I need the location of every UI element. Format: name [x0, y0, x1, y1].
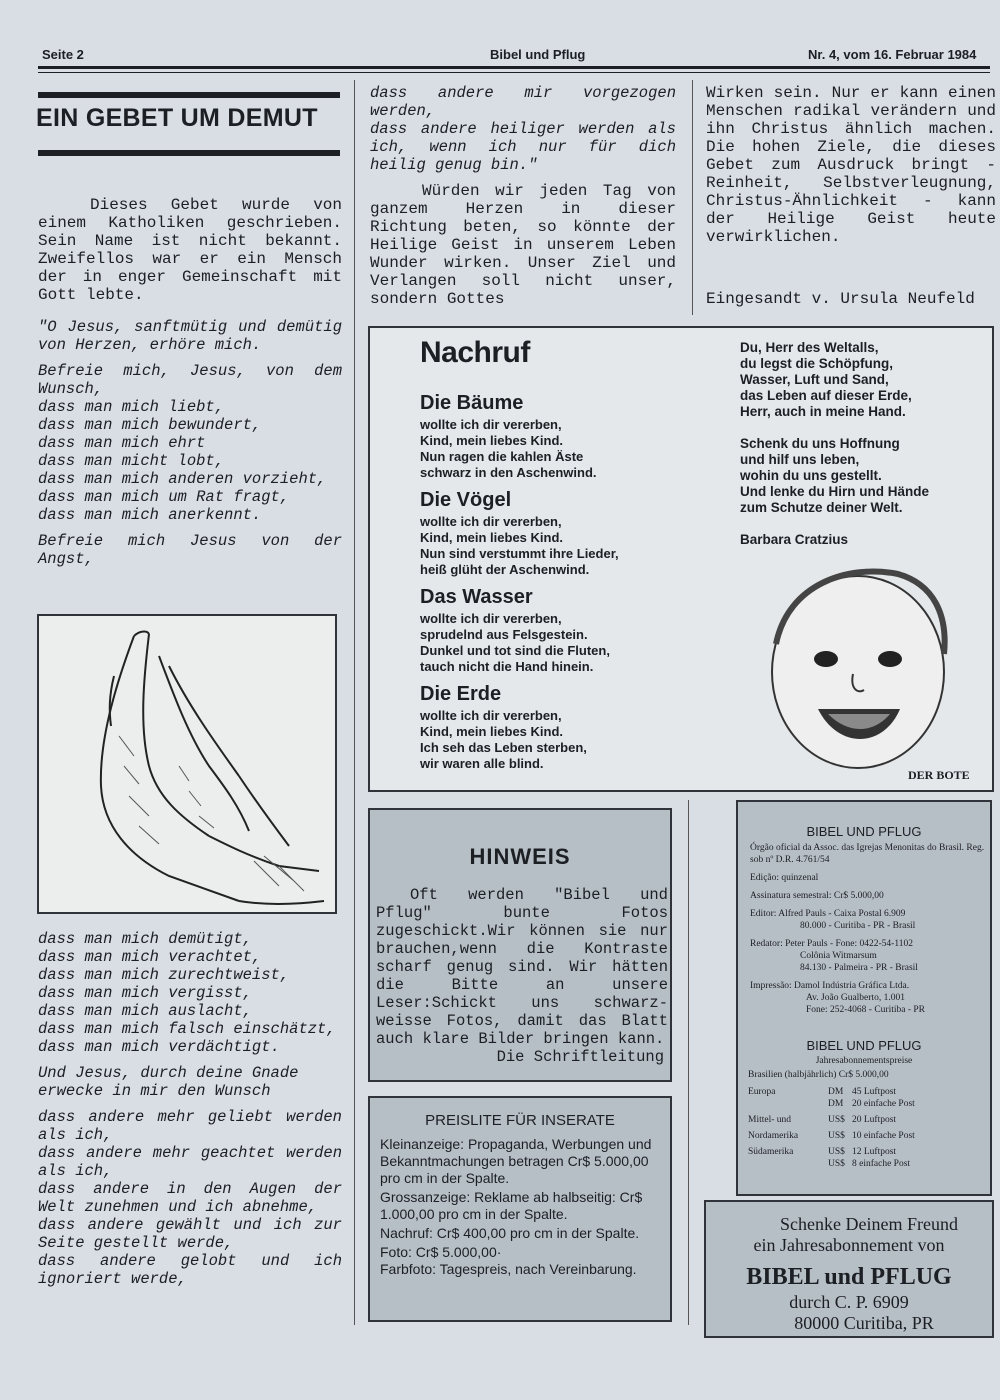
preisliste-title: PREISLITE FÜR INSERATE — [425, 1112, 615, 1129]
price-item: Farbfoto: Tagespreis, nach Vereinbarung. — [380, 1261, 637, 1277]
stanza-line: Kind, mein liebes Kind. — [420, 433, 564, 448]
prayer-line: Und Jesus, durch deine Gnade erwecke in mir den Wunsch — [38, 1064, 299, 1100]
abo-val: 45 Luftpost — [852, 1087, 897, 1097]
header-rule — [38, 66, 990, 69]
abo-row — [748, 1130, 988, 1142]
abo-row — [748, 1146, 988, 1170]
col3-paragraph: Wirken sein. Nur er kann einen Menschen radikal verändern und ihn Christus ähnlich machen. Die hohen Ziele, die dieses Gebet zum Ausdruck bringt - Reinheit, Selbstverleugnung, Christus-Ähnlichkeit - kann der Heilige Geist heute verwirklichen. — [706, 84, 996, 246]
stanza-line: wollte ich dir vererben, — [420, 708, 562, 723]
impressum-title: BIBEL UND PFLUG — [806, 824, 922, 839]
impressum-redator: Colônia Witmarsum — [800, 951, 877, 961]
impressum-editor: Editor: Alfred Pauls - Caixa Postal 6.909 — [750, 909, 906, 919]
header-rule-thin — [38, 72, 990, 73]
poem-line: zum Schutze deiner Welt. — [740, 500, 903, 515]
abo-cur: US$ — [828, 1147, 845, 1157]
col2-paragraph: Würden wir jeden Tag von ganzem Herzen in dieser Richtung beten, so könnte der Heilige Geist in unserem Leben Wunder wirken. Unser Ziel und Verlangen soll nicht unser, sondern Gottes — [370, 182, 676, 308]
prayer-line: dass man mich liebt, — [38, 398, 225, 416]
impressum-box — [736, 800, 992, 1196]
abo-line: Schenke Deinem Freund — [780, 1214, 958, 1234]
stanza-line: sprudelnd aus Felsgestein. — [420, 627, 588, 642]
abo-subtitle: Jahresabonnementspreise — [815, 1056, 913, 1066]
prayer-line: dass andere heiliger werden als ich, wenn ich nur für dich heilig genug bin." — [370, 120, 676, 174]
stanza-line: heiß glüht der Aschenwind. — [420, 562, 590, 577]
column-divider — [692, 80, 693, 315]
abo-line: BIBEL und PFLUG — [746, 1264, 952, 1290]
stanza-heading: Die Erde — [420, 683, 502, 705]
impressum-details — [750, 842, 986, 1016]
stanza-line: Nun sind verstummt ihre Lieder, — [420, 546, 619, 561]
prayer-line: dass man mich um Rat fragt, — [38, 488, 290, 506]
abo-region: Europa — [748, 1087, 776, 1097]
stanza-line: Kind, mein liebes Kind. — [420, 724, 564, 739]
price-item: Nachruf: Cr$ 400,00 pro cm in der Spalte. — [380, 1225, 640, 1241]
stanza-line: wollte ich dir vererben, — [420, 514, 562, 529]
impressum-redator: 84.130 - Palmeira - PR - Brasil — [800, 963, 918, 973]
abo-val: 12 Luftpost — [852, 1147, 897, 1157]
impressum-editor: 80.000 - Curitiba - PR - Brasil — [800, 921, 916, 931]
prayer-end — [370, 84, 676, 174]
issue-date: Nr. 4, vom 16. Februar 1984 — [808, 47, 977, 62]
prayer-line: dass andere gelobt und ich ignoriert werde, — [38, 1252, 342, 1288]
prayer-line: dass man mich zurechtweist, — [38, 966, 290, 984]
abo-title: BIBEL UND PFLUG — [806, 1038, 922, 1053]
right-poem — [740, 340, 980, 548]
abo-cur: US$ — [828, 1159, 845, 1169]
stanza-line: wollte ich dir vererben, — [420, 611, 562, 626]
prayer-line: dass man mich anderen vorzieht, — [38, 470, 327, 488]
article-title: EIN GEBET UM DEMUT — [36, 104, 318, 132]
abo-line: durch C. P. 6909 — [789, 1292, 909, 1312]
impressum-impressao: Impressão: Damol Indústria Gráfica Ltda. — [750, 981, 910, 991]
page-number: Seite 2 — [42, 47, 84, 62]
stanza-line: wir waren alle blind. — [420, 756, 544, 771]
prayer-line: dass man mich anerkennt. — [38, 506, 262, 524]
prayer-line: dass andere mir vorgezogen werden, — [370, 84, 676, 120]
abo-val: 8 einfache Post — [852, 1159, 911, 1169]
stanza-line: tauch nicht die Hand hinein. — [420, 659, 594, 674]
prayer-line: dass man mich verachtet, — [38, 948, 262, 966]
nachruf-stanzas — [420, 384, 740, 772]
hinweis-text: Oft werden "Bibel und Pflug" bunte Fotos zugeschickt.Wir können sie nur brauchen,wenn die Kontraste scharf genug sind. Wir hätten die Bitte an unsere Leser:Schickt uns schwarz-weisse Fotos, damit das Blatt auch klare Bilder bringen kann. — [376, 886, 668, 1048]
impressum-edicao: Edição: quinzenal — [750, 873, 819, 883]
poem-author: Barbara Cratzius — [740, 532, 849, 547]
intro-paragraph: Dieses Gebet wurde von einem Katholiken geschrieben. Sein Name ist nicht bekannt. Zweifellos war er ein Mensch der in enger Gemeinschaft mit Gott lebte. — [38, 196, 342, 304]
poem-line: das Leben auf dieser Erde, — [740, 388, 912, 403]
impressum-redator: Redator: Peter Pauls - Fone: 0422-54-1102 — [750, 939, 913, 949]
prayer-line: dass andere in den Augen der Welt zunehmen und ich abnehme, — [38, 1180, 342, 1216]
abo-row — [748, 1114, 988, 1126]
poem-line: Du, Herr des Weltalls, — [740, 340, 879, 355]
price-item: Foto: Cr$ 5.000,00· — [380, 1244, 502, 1260]
prayer-line: dass man mich auslacht, — [38, 1002, 252, 1020]
impressum-impressao: Av. João Gualberto, 1.001 — [806, 993, 905, 1003]
signature: Eingesandt v. Ursula Neufeld — [706, 290, 975, 308]
nachruf-box — [368, 326, 994, 792]
stanza-heading: Die Vögel — [420, 489, 512, 511]
abo-cur: US$ — [828, 1131, 845, 1141]
poem-line: Wasser, Luft und Sand, — [740, 372, 889, 387]
stanza-line: Kind, mein liebes Kind. — [420, 530, 564, 545]
abo-val: 20 Luftpost — [852, 1115, 897, 1125]
column-divider — [354, 80, 355, 1325]
hinweis-box — [368, 808, 672, 1082]
price-item: Grossanzeige: Reklame ab halbseitig: Cr$ 1.000,00 pro cm in der Spalte. — [380, 1189, 643, 1222]
impressum-organ: Órgão oficial da Assoc. das Igrejas Menonitas do Brasil. Reg. sob nº D.R. 4.761/54 — [750, 843, 985, 865]
publication-name: Bibel und Pflug — [490, 47, 586, 62]
preisliste-items — [380, 1136, 664, 1278]
prayer-line: dass andere mehr geachtet werden als ich, — [38, 1144, 342, 1180]
prayer-line: "O Jesus, sanftmütig und demütig von Herzen, erhöre mich. — [38, 318, 342, 354]
stanza-line: Ich seh das Leben sterben, — [420, 740, 587, 755]
abo-val: 10 einfache Post — [852, 1131, 915, 1141]
poem-line: Schenk du uns Hoffnung — [740, 436, 900, 451]
stanza-line: Nun ragen die kahlen Äste — [420, 449, 584, 464]
abo-region: Südamerika — [748, 1147, 794, 1157]
abo-region: Mittel- und — [748, 1115, 792, 1125]
preisliste-box — [368, 1096, 672, 1322]
price-item: Kleinanzeige: Propaganda, Werbungen und Bekanntmachungen betragen Cr$ 5.000,00 pro cm in der Spalte. — [380, 1136, 652, 1186]
impressum-impressao: Fone: 252-4068 - Curitiba - PR — [806, 1005, 926, 1015]
abo-row — [748, 1086, 988, 1110]
stanza — [420, 683, 740, 772]
abo-gift-box — [704, 1200, 994, 1338]
title-rule-top — [38, 92, 340, 98]
prayer-line: dass man mich bewundert, — [38, 416, 262, 434]
hinweis-title: HINWEIS — [469, 844, 571, 869]
abo-cur: US$ — [828, 1115, 845, 1125]
prayer-line: Befreie mich, Jesus, von dem Wunsch, — [38, 362, 342, 398]
stanza-line: wollte ich dir vererben, — [420, 417, 562, 432]
prayer-line: Befreie mich Jesus von der Angst, — [38, 532, 342, 568]
child-face-icon — [758, 564, 954, 774]
abo-gift-text — [706, 1214, 992, 1334]
impressum-assinatura: Assinatura semestral: Cr$ 5.000,00 — [750, 891, 884, 901]
prayer-line: dass man micht lobt, — [38, 452, 225, 470]
prayer-line: dass man mich falsch einschätzt, — [38, 1020, 336, 1038]
abo-cur: DM — [828, 1099, 844, 1109]
praying-hands-icon — [39, 616, 335, 912]
praying-hands-image — [37, 614, 337, 914]
stanza-line: schwarz in den Aschenwind. — [420, 465, 597, 480]
poem-line: Herr, auch in meine Hand. — [740, 404, 906, 419]
prayer-line: dass andere gewählt und ich zur Seite gestellt werde, — [38, 1216, 342, 1252]
stanza-heading: Das Wasser — [420, 586, 533, 608]
abo-region: Nordamerika — [748, 1131, 799, 1141]
stanza — [420, 489, 740, 578]
stanza-line: Dunkel und tot sind die Fluten, — [420, 643, 610, 658]
abo-table — [748, 1086, 988, 1170]
prayer-line: dass andere mehr geliebt werden als ich, — [38, 1108, 342, 1144]
abo-line: 80000 Curitiba, PR — [794, 1313, 934, 1333]
poem-line: und hilf uns leben, — [740, 452, 860, 467]
stanza — [420, 392, 740, 481]
abo-line: ein Jahresabonnement von — [753, 1235, 945, 1255]
prayer-bottom — [38, 930, 342, 1288]
prayer-line: dass man mich ehrt — [38, 434, 206, 452]
poem-line: du legst die Schöpfung, — [740, 356, 893, 371]
poem-line: wohin du uns gestellt. — [740, 468, 882, 483]
nachruf-title: Nachruf — [420, 336, 530, 369]
column-divider — [688, 800, 689, 1325]
abo-brasilien: Brasilien (halbjährlich) Cr$ 5.000,00 — [748, 1070, 889, 1080]
abo-cur: DM — [828, 1087, 844, 1097]
stanza — [420, 586, 740, 675]
prayer-line: dass man mich demütigt, — [38, 930, 252, 948]
nachruf-source: DER BOTE — [908, 768, 970, 782]
child-photo — [758, 564, 954, 774]
title-rule-bottom — [38, 150, 340, 156]
stanza-heading: Die Bäume — [420, 392, 524, 414]
abo-val: 20 einfache Post — [852, 1099, 915, 1109]
prayer-line: dass man mich verdächtigt. — [38, 1038, 280, 1056]
prayer-top — [38, 318, 342, 568]
prayer-line: dass man mich vergisst, — [38, 984, 252, 1002]
hinweis-sign: Die Schriftleitung — [496, 1048, 664, 1066]
poem-line: Und lenke du Hirn und Hände — [740, 484, 930, 499]
